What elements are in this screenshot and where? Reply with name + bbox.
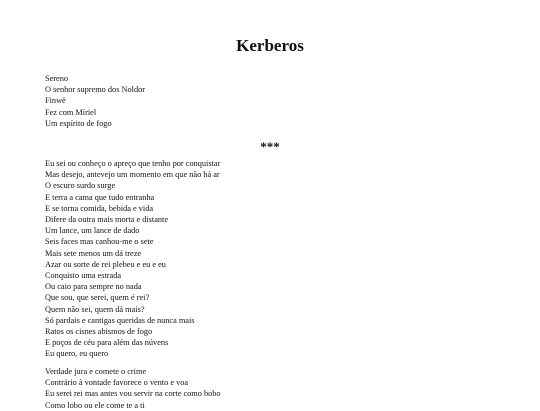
poem-line: E terra a cama que tudo entranha [45, 192, 155, 202]
poem-line: Finwë [45, 96, 66, 106]
poem-line: Um lance, um lance de dado [45, 226, 140, 236]
poem-line: Como lobo ou ele come te a ti [45, 400, 145, 410]
section-separator: *** [260, 139, 280, 154]
poem-title: Kerberos [236, 36, 304, 55]
stanza-3 [45, 366, 221, 411]
stanza-1 [45, 73, 145, 129]
poem-line: Só pardais e cantigas queridas de nunca mais [45, 315, 195, 325]
poem-line: Eu quero, eu quero [45, 349, 109, 359]
poem-line: O senhor supremo dos Noldor [45, 85, 146, 95]
poem-line: Quem não sei, quem dá mais? [45, 304, 145, 314]
poem-line: Mas desejo, antevejo um momento em que não há ar [45, 170, 220, 180]
poem-line: Ou caio para sempre no nada [45, 282, 142, 292]
poem-line: Seis faces mas canhou-me o sete [45, 237, 154, 247]
poem-line: Difere da outra mais morta e distante [45, 215, 169, 225]
poem-line: Conquisto uma estrada [45, 271, 122, 281]
poem-line: Sereno [45, 74, 69, 83]
poem-line: Fez com Míriel [45, 107, 97, 117]
poem-line: Eu sei ou conheço o apreço que tenho por conquistar [45, 159, 221, 168]
poem-line: Ratos os cisnes abismos de fogo [45, 327, 153, 337]
poem-line: Mais sete menos um dá treze [45, 248, 142, 258]
poem-line: Contrário à vontade favorece o vento e voa [45, 378, 189, 388]
poem-line: E poços de céu para além das núvens [45, 338, 169, 348]
poem-line: Verdade jura e comete o crime [45, 367, 147, 376]
poem-line: O escuro surdo surge [45, 181, 116, 191]
poem-line: Eu serei rei mas antes vou servir na corte como bobo [45, 389, 221, 399]
stanza-2 [45, 158, 220, 360]
poem-line: Azar ou sorte de rei plebeu e eu e eu [45, 259, 166, 269]
poem-line: Um espírito de fogo [45, 118, 112, 128]
poem-line: E se torna comida, bebida e vida [45, 203, 154, 213]
poem-line: Que sou, que serei, quem é rei? [45, 293, 150, 303]
